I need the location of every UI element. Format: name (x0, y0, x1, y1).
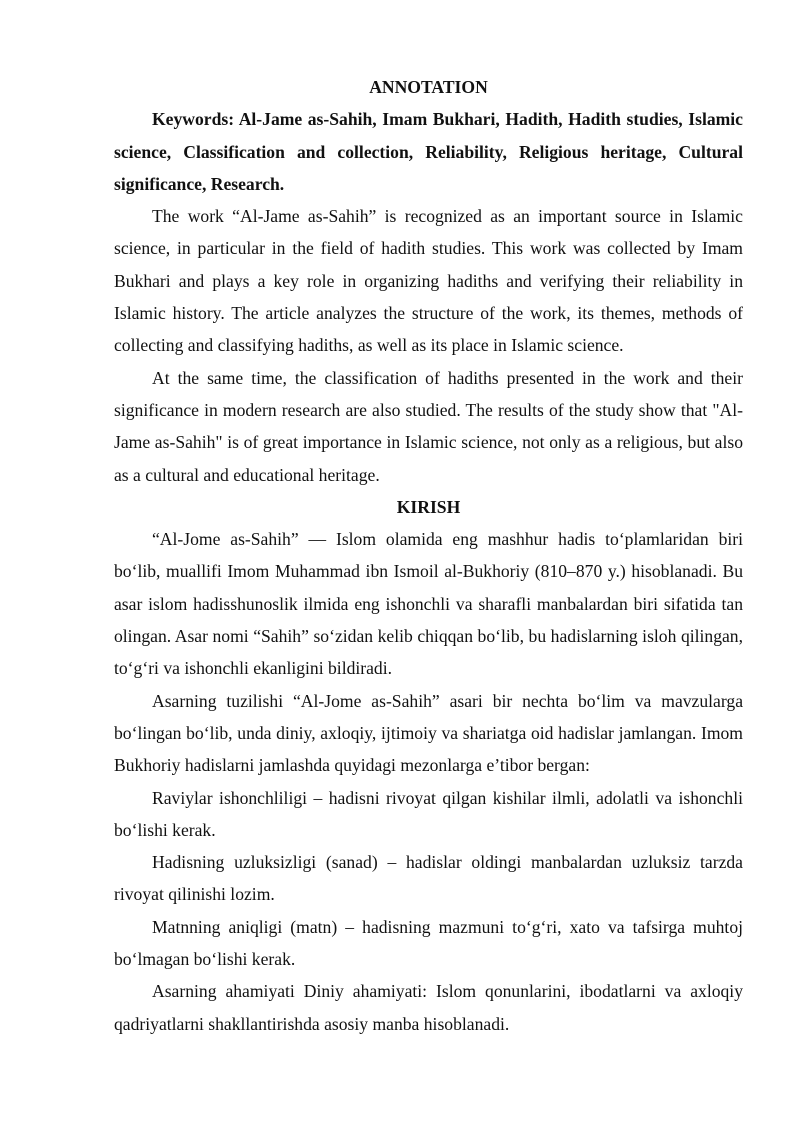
criterion-narrator-reliability: Raviylar ishonchliligi – hadisni rivoyat qilgan kishilar ilmli, adolatli va ishonchli bo‘lishi kerak. (114, 787, 743, 840)
kirish-heading: KIRISH (396, 496, 461, 517)
kirish-paragraph-significance: Asarning ahamiyati Diniy ahamiyati: Islom qonunlarini, ibodatlarni va axloqiy qadriyatlarni shakllantirishda asosiy manba hisoblanadi. (114, 981, 743, 1034)
annotation-paragraph-2: At the same time, the classification of hadiths presented in the work and their significance in modern research are also studied. The results of the study show that "Al-Jame as-Sahih" is of great importance in Islamic science, not only as a religious, but also as a cultural and educational heritage. (114, 367, 743, 485)
annotation-heading: ANNOTATION (369, 77, 488, 97)
criterion-matn-accuracy: Matnning aniqligi (matn) – hadisning mazmuni to‘g‘ri, xato va tafsirga muhtoj bo‘lmagan bo‘lishi kerak. (114, 916, 743, 970)
keywords-paragraph: Keywords: Al-Jame as-Sahih, Imam Bukhari, Hadith, Hadith studies, Islamic science, Classification and collection, Reliability, Religious heritage, Cultural significance, Research. (114, 109, 743, 194)
kirish-paragraph-1: “Al-Jome as-Sahih” — Islom olamida eng mashhur hadis to‘plamlaridan biri bo‘lib, muallifi Imom Muhammad ibn Ismoil al-Bukhoriy (810–870 y.) hisoblanadi. Bu asar islom hadisshunoslik ilmida eng ishonchli va sharafli manbalardan biri sifatida tan olingan. Asar nomi “Sahih” so‘zidan kelib chiqqan bo‘lib, bu hadislarning isloh qilingan, to‘g‘ri va ishonchli ekanligini bildiradi. (114, 529, 743, 679)
criterion-sanad-continuity: Hadisning uzluksizligi (sanad) – hadislar oldingi manbalardan uzluksiz tarzda rivoyat qilinishi lozim. (114, 852, 743, 905)
kirish-paragraph-2: Asarning tuzilishi “Al-Jome as-Sahih” asari bir nechta bo‘lim va mavzularga bo‘lingan bo‘lib, unda diniy, axloqiy, ijtimoiy va shariatga oid hadislar jamlangan. Imom Bukhoriy hadislarni jamlashda quyidagi mezonlarga e’tibor bergan: (114, 690, 743, 776)
document-page (114, 71, 743, 1040)
annotation-paragraph-1: The work “Al-Jame as-Sahih” is recognized as an important source in Islamic science, in particular in the field of hadith studies. This work was collected by Imam Bukhari and plays a key role in organizing hadiths and verifying their reliability in Islamic history. The article analyzes the structure of the work, its themes, methods of collecting and classifying hadiths, as well as its place in Islamic science. (114, 206, 743, 356)
